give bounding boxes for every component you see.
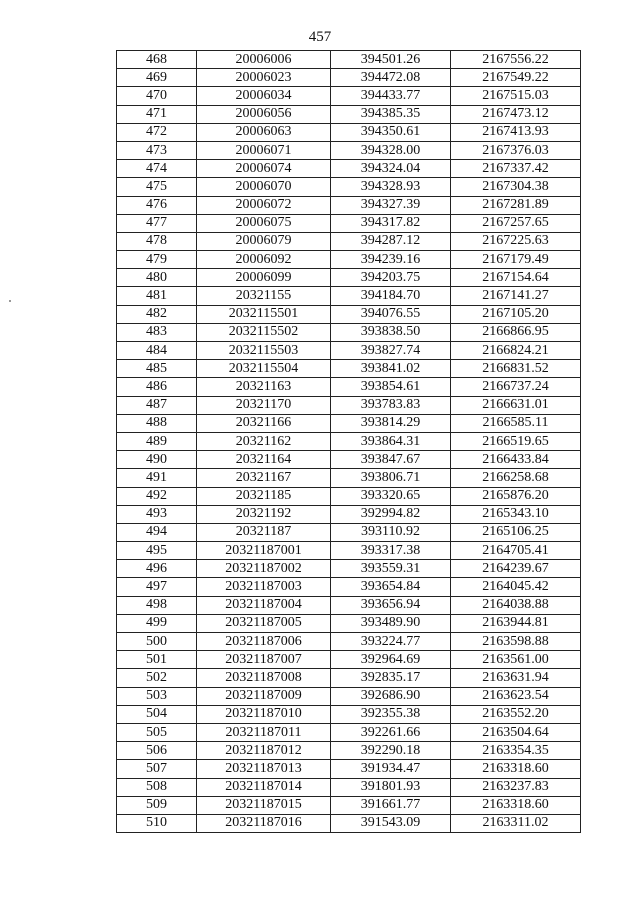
- point-id-cell: 20321187001: [197, 542, 331, 560]
- x-coordinate-cell: 394203.75: [331, 269, 451, 287]
- table-row: [117, 778, 581, 796]
- y-coordinate-cell: 2163944.81: [451, 614, 581, 632]
- table-row: [117, 542, 581, 560]
- table-row: [117, 651, 581, 669]
- table-row: [117, 414, 581, 432]
- point-id-cell: 20321187011: [197, 723, 331, 741]
- x-coordinate-cell: 394317.82: [331, 214, 451, 232]
- point-id-cell: 20321187016: [197, 814, 331, 832]
- y-coordinate-cell: 2166831.52: [451, 360, 581, 378]
- point-id-cell: 20006092: [197, 251, 331, 269]
- table-row: [117, 196, 581, 214]
- table-row: [117, 560, 581, 578]
- point-number-cell: 503: [117, 687, 197, 705]
- table-row: [117, 269, 581, 287]
- point-number-cell: 470: [117, 87, 197, 105]
- point-number-cell: 483: [117, 323, 197, 341]
- point-id-cell: 20006071: [197, 141, 331, 159]
- x-coordinate-cell: 394385.35: [331, 105, 451, 123]
- point-id-cell: 20321155: [197, 287, 331, 305]
- x-coordinate-cell: 391661.77: [331, 796, 451, 814]
- y-coordinate-cell: 2166519.65: [451, 432, 581, 450]
- x-coordinate-cell: 393854.61: [331, 378, 451, 396]
- point-number-cell: 504: [117, 705, 197, 723]
- point-number-cell: 510: [117, 814, 197, 832]
- y-coordinate-cell: 2167515.03: [451, 87, 581, 105]
- x-coordinate-cell: 394287.12: [331, 232, 451, 250]
- table-row: [117, 287, 581, 305]
- point-number-cell: 481: [117, 287, 197, 305]
- point-id-cell: 20321187007: [197, 651, 331, 669]
- point-number-cell: 496: [117, 560, 197, 578]
- point-id-cell: 20321187005: [197, 614, 331, 632]
- point-id-cell: 20321187015: [197, 796, 331, 814]
- x-coordinate-cell: 394328.00: [331, 141, 451, 159]
- y-coordinate-cell: 2163552.20: [451, 705, 581, 723]
- point-id-cell: 20321187002: [197, 560, 331, 578]
- y-coordinate-cell: 2166824.21: [451, 342, 581, 360]
- point-id-cell: 2032115502: [197, 323, 331, 341]
- table-row: [117, 69, 581, 87]
- table-row: [117, 160, 581, 178]
- table-row: [117, 214, 581, 232]
- table-row: [117, 342, 581, 360]
- y-coordinate-cell: 2163311.02: [451, 814, 581, 832]
- y-coordinate-cell: 2164239.67: [451, 560, 581, 578]
- x-coordinate-cell: 393783.83: [331, 396, 451, 414]
- x-coordinate-cell: 391543.09: [331, 814, 451, 832]
- table-row: [117, 687, 581, 705]
- y-coordinate-cell: 2165106.25: [451, 523, 581, 541]
- x-coordinate-cell: 394184.70: [331, 287, 451, 305]
- point-number-cell: 492: [117, 487, 197, 505]
- y-coordinate-cell: 2167257.65: [451, 214, 581, 232]
- point-id-cell: 20321187010: [197, 705, 331, 723]
- table-row: [117, 251, 581, 269]
- table-row: [117, 669, 581, 687]
- table-row: [117, 360, 581, 378]
- point-id-cell: 20006023: [197, 69, 331, 87]
- x-coordinate-cell: 394501.26: [331, 51, 451, 69]
- point-id-cell: 20006099: [197, 269, 331, 287]
- y-coordinate-cell: 2163318.60: [451, 760, 581, 778]
- y-coordinate-cell: 2167337.42: [451, 160, 581, 178]
- y-coordinate-cell: 2166631.01: [451, 396, 581, 414]
- table-row: [117, 614, 581, 632]
- point-id-cell: 20321187014: [197, 778, 331, 796]
- x-coordinate-cell: 394472.08: [331, 69, 451, 87]
- point-id-cell: 2032115503: [197, 342, 331, 360]
- y-coordinate-cell: 2166433.84: [451, 451, 581, 469]
- point-id-cell: 20321166: [197, 414, 331, 432]
- point-id-cell: 20321187: [197, 523, 331, 541]
- point-id-cell: 20321187013: [197, 760, 331, 778]
- y-coordinate-cell: 2163561.00: [451, 651, 581, 669]
- point-number-cell: 487: [117, 396, 197, 414]
- table-row: [117, 505, 581, 523]
- table-row: [117, 87, 581, 105]
- point-id-cell: 20321187008: [197, 669, 331, 687]
- y-coordinate-cell: 2163237.83: [451, 778, 581, 796]
- point-number-cell: 472: [117, 123, 197, 141]
- x-coordinate-cell: 394239.16: [331, 251, 451, 269]
- x-coordinate-cell: 393841.02: [331, 360, 451, 378]
- point-number-cell: 500: [117, 633, 197, 651]
- x-coordinate-cell: 394327.39: [331, 196, 451, 214]
- x-coordinate-cell: 394433.77: [331, 87, 451, 105]
- table-row: [117, 432, 581, 450]
- x-coordinate-cell: 393806.71: [331, 469, 451, 487]
- table-row: [117, 396, 581, 414]
- y-coordinate-cell: 2166585.11: [451, 414, 581, 432]
- point-id-cell: 20006056: [197, 105, 331, 123]
- table-row: [117, 796, 581, 814]
- point-id-cell: 20321187006: [197, 633, 331, 651]
- table-row: [117, 487, 581, 505]
- point-id-cell: 20006006: [197, 51, 331, 69]
- point-number-cell: 488: [117, 414, 197, 432]
- table-row: [117, 633, 581, 651]
- y-coordinate-cell: 2166258.68: [451, 469, 581, 487]
- x-coordinate-cell: 394076.55: [331, 305, 451, 323]
- point-number-cell: 469: [117, 69, 197, 87]
- point-id-cell: 2032115504: [197, 360, 331, 378]
- point-id-cell: 20321164: [197, 451, 331, 469]
- point-number-cell: 484: [117, 342, 197, 360]
- point-number-cell: 495: [117, 542, 197, 560]
- point-id-cell: 20006034: [197, 87, 331, 105]
- y-coordinate-cell: 2167413.93: [451, 123, 581, 141]
- point-number-cell: 493: [117, 505, 197, 523]
- x-coordinate-cell: 393847.67: [331, 451, 451, 469]
- y-coordinate-cell: 2165343.10: [451, 505, 581, 523]
- scan-artifact: [9, 300, 11, 302]
- y-coordinate-cell: 2163631.94: [451, 669, 581, 687]
- point-number-cell: 498: [117, 596, 197, 614]
- x-coordinate-cell: 393654.84: [331, 578, 451, 596]
- coordinates-table-body: [117, 51, 581, 833]
- page-number: 457: [308, 29, 332, 45]
- point-number-cell: 477: [117, 214, 197, 232]
- x-coordinate-cell: 392261.66: [331, 723, 451, 741]
- point-id-cell: 20321187009: [197, 687, 331, 705]
- point-number-cell: 509: [117, 796, 197, 814]
- point-number-cell: 508: [117, 778, 197, 796]
- x-coordinate-cell: 392290.18: [331, 742, 451, 760]
- table-row: [117, 232, 581, 250]
- point-number-cell: 499: [117, 614, 197, 632]
- point-id-cell: 20006079: [197, 232, 331, 250]
- x-coordinate-cell: 393489.90: [331, 614, 451, 632]
- point-number-cell: 482: [117, 305, 197, 323]
- point-id-cell: 20321170: [197, 396, 331, 414]
- y-coordinate-cell: 2167304.38: [451, 178, 581, 196]
- x-coordinate-cell: 393656.94: [331, 596, 451, 614]
- x-coordinate-cell: 394328.93: [331, 178, 451, 196]
- y-coordinate-cell: 2167141.27: [451, 287, 581, 305]
- x-coordinate-cell: 394324.04: [331, 160, 451, 178]
- point-number-cell: 489: [117, 432, 197, 450]
- point-id-cell: 20006070: [197, 178, 331, 196]
- point-id-cell: 20006075: [197, 214, 331, 232]
- point-number-cell: 480: [117, 269, 197, 287]
- point-id-cell: 20321167: [197, 469, 331, 487]
- y-coordinate-cell: 2164705.41: [451, 542, 581, 560]
- point-id-cell: 20321187003: [197, 578, 331, 596]
- x-coordinate-cell: 393224.77: [331, 633, 451, 651]
- point-id-cell: 20006072: [197, 196, 331, 214]
- table-row: [117, 742, 581, 760]
- table-row: [117, 141, 581, 159]
- y-coordinate-cell: 2164045.42: [451, 578, 581, 596]
- point-number-cell: 491: [117, 469, 197, 487]
- table-row: [117, 596, 581, 614]
- y-coordinate-cell: 2167179.49: [451, 251, 581, 269]
- y-coordinate-cell: 2167556.22: [451, 51, 581, 69]
- point-number-cell: 501: [117, 651, 197, 669]
- point-number-cell: 494: [117, 523, 197, 541]
- point-id-cell: 20321162: [197, 432, 331, 450]
- point-number-cell: 476: [117, 196, 197, 214]
- x-coordinate-cell: 391801.93: [331, 778, 451, 796]
- point-number-cell: 506: [117, 742, 197, 760]
- point-number-cell: 473: [117, 141, 197, 159]
- table-row: [117, 378, 581, 396]
- x-coordinate-cell: 393317.38: [331, 542, 451, 560]
- table-row: [117, 814, 581, 832]
- x-coordinate-cell: 393864.31: [331, 432, 451, 450]
- y-coordinate-cell: 2166866.95: [451, 323, 581, 341]
- point-number-cell: 475: [117, 178, 197, 196]
- point-number-cell: 471: [117, 105, 197, 123]
- table-row: [117, 123, 581, 141]
- x-coordinate-cell: 392835.17: [331, 669, 451, 687]
- point-number-cell: 479: [117, 251, 197, 269]
- table-row: [117, 178, 581, 196]
- point-id-cell: 20321192: [197, 505, 331, 523]
- x-coordinate-cell: 393559.31: [331, 560, 451, 578]
- table-row: [117, 451, 581, 469]
- point-id-cell: 20006074: [197, 160, 331, 178]
- point-number-cell: 502: [117, 669, 197, 687]
- x-coordinate-cell: 391934.47: [331, 760, 451, 778]
- point-number-cell: 478: [117, 232, 197, 250]
- y-coordinate-cell: 2165876.20: [451, 487, 581, 505]
- point-number-cell: 497: [117, 578, 197, 596]
- table-row: [117, 323, 581, 341]
- table-row: [117, 469, 581, 487]
- y-coordinate-cell: 2167154.64: [451, 269, 581, 287]
- table-row: [117, 305, 581, 323]
- y-coordinate-cell: 2167473.12: [451, 105, 581, 123]
- table-row: [117, 51, 581, 69]
- point-number-cell: 468: [117, 51, 197, 69]
- x-coordinate-cell: 393814.29: [331, 414, 451, 432]
- x-coordinate-cell: 392355.38: [331, 705, 451, 723]
- y-coordinate-cell: 2164038.88: [451, 596, 581, 614]
- x-coordinate-cell: 393110.92: [331, 523, 451, 541]
- x-coordinate-cell: 394350.61: [331, 123, 451, 141]
- y-coordinate-cell: 2166737.24: [451, 378, 581, 396]
- coordinates-table: [116, 50, 581, 833]
- table-row: [117, 723, 581, 741]
- table-row: [117, 705, 581, 723]
- x-coordinate-cell: 392994.82: [331, 505, 451, 523]
- point-id-cell: 20321187012: [197, 742, 331, 760]
- y-coordinate-cell: 2163504.64: [451, 723, 581, 741]
- point-number-cell: 490: [117, 451, 197, 469]
- y-coordinate-cell: 2167105.20: [451, 305, 581, 323]
- table-row: [117, 760, 581, 778]
- x-coordinate-cell: 393827.74: [331, 342, 451, 360]
- point-id-cell: 20321163: [197, 378, 331, 396]
- y-coordinate-cell: 2167549.22: [451, 69, 581, 87]
- table-row: [117, 523, 581, 541]
- point-number-cell: 485: [117, 360, 197, 378]
- x-coordinate-cell: 393320.65: [331, 487, 451, 505]
- x-coordinate-cell: 393838.50: [331, 323, 451, 341]
- x-coordinate-cell: 392686.90: [331, 687, 451, 705]
- y-coordinate-cell: 2167225.63: [451, 232, 581, 250]
- y-coordinate-cell: 2163598.88: [451, 633, 581, 651]
- point-number-cell: 505: [117, 723, 197, 741]
- point-number-cell: 474: [117, 160, 197, 178]
- y-coordinate-cell: 2163623.54: [451, 687, 581, 705]
- point-number-cell: 486: [117, 378, 197, 396]
- point-id-cell: 20321185: [197, 487, 331, 505]
- table-row: [117, 578, 581, 596]
- y-coordinate-cell: 2163354.35: [451, 742, 581, 760]
- point-id-cell: 20321187004: [197, 596, 331, 614]
- y-coordinate-cell: 2167376.03: [451, 141, 581, 159]
- point-id-cell: 2032115501: [197, 305, 331, 323]
- y-coordinate-cell: 2167281.89: [451, 196, 581, 214]
- y-coordinate-cell: 2163318.60: [451, 796, 581, 814]
- x-coordinate-cell: 392964.69: [331, 651, 451, 669]
- point-number-cell: 507: [117, 760, 197, 778]
- table-row: [117, 105, 581, 123]
- point-id-cell: 20006063: [197, 123, 331, 141]
